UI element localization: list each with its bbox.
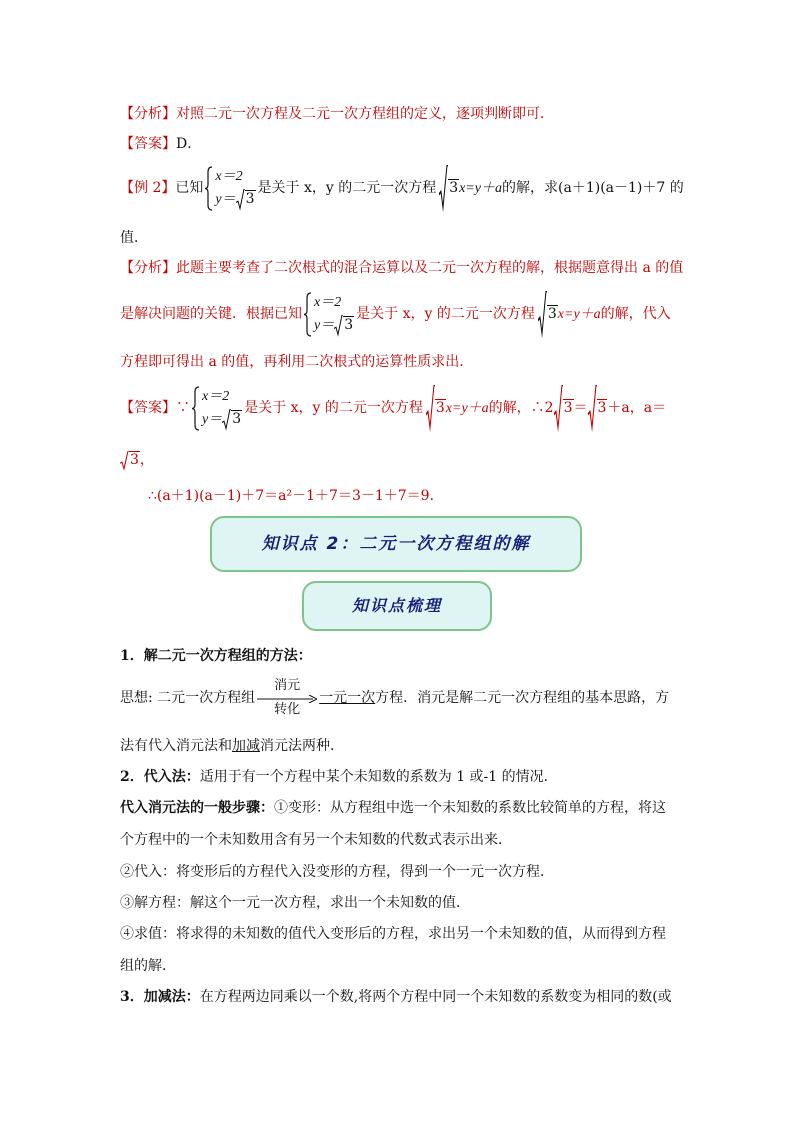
analysis-2-line1	[120, 258, 683, 278]
section-1-thought	[120, 678, 669, 718]
equation-system	[205, 166, 255, 211]
sqrt-3: 3	[547, 306, 557, 322]
sqrt-3: 3	[344, 316, 354, 333]
arrow-bottom-label: 转化	[274, 702, 301, 717]
analysis-text: 对照二元一次方程及二元一次方程组的定义，逐项判断即可．	[176, 106, 554, 122]
section-1-line2	[120, 736, 344, 756]
sqrt-3: 3	[435, 400, 445, 416]
sys-x: x＝2	[202, 388, 230, 404]
knowledge-summary-banner: 知识点梳理	[302, 581, 492, 631]
answer-2-line3: ∴(a＋1)(a－1)＋7＝a²－1＋7＝3－1＋7＝9．	[148, 488, 444, 504]
sys-x: x＝2	[314, 294, 342, 310]
analysis-tag: 【分析】	[120, 106, 176, 122]
analysis-1	[120, 104, 554, 124]
step1-b: 个方程中的一个未知数用含有另一个未知数的代数式表示出来．	[120, 832, 512, 848]
transform-arrow	[257, 678, 317, 718]
answer-2-line1	[120, 384, 666, 433]
analysis-l2-post: 的解，代入	[600, 306, 671, 322]
answer-tag: 【答案】	[120, 400, 176, 416]
sqrt-3: 3	[563, 400, 573, 416]
sys-y: y＝	[215, 191, 236, 207]
sys-y: y＝	[202, 411, 223, 427]
example-tag: 【例 2】	[120, 180, 176, 196]
example-eq: x=y＋a	[459, 181, 503, 196]
section-2-title	[120, 767, 558, 787]
answer-mid: 是关于 x，y 的二元一次方程	[244, 400, 423, 416]
analysis-2-line2	[120, 290, 671, 339]
sys-x: x＝2	[215, 168, 243, 184]
step3: ③解方程：解这个一元一次方程，求出一个未知数的值．	[120, 895, 470, 911]
l2-underline: 加减	[232, 738, 260, 754]
sqrt-3: 3	[597, 400, 607, 416]
because-symbol: ∵	[176, 400, 190, 416]
answer-eq: x=y＋a	[445, 401, 489, 416]
example-mid: 是关于 x，y 的二元一次方程	[257, 180, 437, 196]
s3-text: 在方程两边同乘以一个数,将两个方程中同一个未知数的系数变为相同的数(或	[199, 989, 672, 1005]
example-2-line2: 值．	[120, 230, 148, 246]
s2-title: 2．代入法：	[120, 769, 200, 785]
example-post: 的解，求(a＋1)(a－1)＋7 的	[502, 180, 684, 196]
analysis-tag: 【分析】	[120, 260, 176, 276]
sqrt-3: 3	[130, 452, 139, 468]
sqrt-3: 3	[449, 180, 459, 196]
analysis-2-line3: 方程即可得出 a 的值，再利用二次根式的运算性质求出．	[120, 354, 474, 370]
section-2-steps	[120, 798, 666, 818]
analysis-l2-eq: x=y＋a	[557, 307, 601, 322]
thought-pre: 思想: 二元一次方程组	[120, 690, 256, 706]
step1-a: ①变形：从方程组中选一个未知数的系数比较简单的方程，将这	[274, 800, 666, 816]
section-3	[120, 987, 672, 1007]
answer-post1: 的解，∴2	[488, 400, 554, 416]
example-pre: 已知	[175, 180, 204, 196]
answer-1	[120, 134, 201, 154]
equation-system	[304, 292, 354, 337]
sqrt-3: 3	[232, 410, 242, 427]
section-1-title: 1．解二元一次方程组的方法：	[120, 648, 312, 664]
answer-line2-post: ，	[139, 452, 154, 468]
equation-system	[192, 386, 242, 431]
knowledge-point-banner: 知识点 2：二元一次方程组的解	[210, 516, 582, 572]
sqrt-3: 3	[245, 190, 255, 207]
answer-post2: ＝	[573, 400, 588, 416]
answer-2-line2	[120, 450, 154, 470]
step2: ②代入：将变形后的方程代入没变形的方程，得到一个一元一次方程．	[120, 864, 554, 880]
sys-y: y＝	[314, 317, 335, 333]
l2-a: 法有代入消元法和	[120, 738, 232, 754]
analysis-l2-pre: 是解决问题的关键．根据已知	[120, 306, 302, 322]
arrow-top-label: 消元	[274, 678, 301, 693]
l2-b: 消元法两种．	[260, 738, 344, 754]
answer-post3: ＋a，a＝	[607, 400, 667, 416]
s3-title: 3．加减法：	[120, 989, 200, 1005]
thought-post: 方程．消元是解二元一次方程组的基本思路，方	[375, 690, 670, 706]
s2-text: 适用于有一个方程中某个未知数的系数为 1 或-1 的情况．	[199, 769, 558, 785]
analysis-text: 此题主要考查了二次根式的混合运算以及二元一次方程的解，根据题意得出 a 的值	[176, 260, 684, 276]
answer-tag: 【答案】	[120, 136, 176, 152]
analysis-l2-mid: 是关于 x，y 的二元一次方程	[356, 306, 535, 322]
answer-text: D．	[176, 136, 202, 152]
steps-title: 代入消元法的一般步骤：	[120, 800, 274, 816]
example-2	[120, 164, 684, 213]
step4-a: ④求值：将求得的未知数的值代入变形后的方程，求出另一个未知数的值，从而得到方程	[120, 926, 666, 942]
step4-b: 组的解．	[120, 958, 176, 974]
thought-underline: 一元一次	[319, 690, 376, 706]
